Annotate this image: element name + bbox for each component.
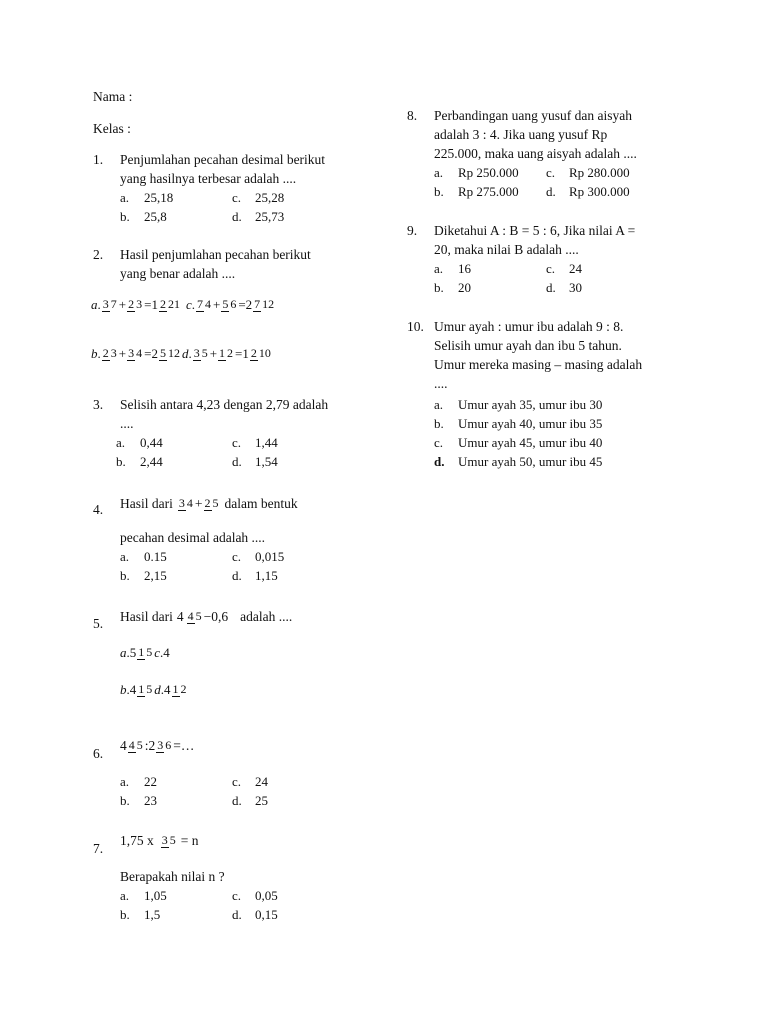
question-text: Diketahui A : B = 5 : 6, Jika nilai A = bbox=[434, 223, 636, 238]
option-label: d. bbox=[232, 907, 242, 922]
question-text: Berapakah nilai n ? bbox=[120, 869, 225, 884]
question-text: Hasil penjumlahan pecahan berikut bbox=[120, 247, 311, 262]
option-value: 25,18 bbox=[144, 190, 174, 205]
question-number: 10. bbox=[407, 319, 424, 334]
question-number: 5. bbox=[93, 616, 104, 631]
question-text: Selisih antara 4,23 dengan 2,79 adalah bbox=[120, 397, 329, 412]
option-label: c. bbox=[232, 549, 242, 564]
question-number: 8. bbox=[407, 108, 418, 123]
fraction: 4 5 bbox=[187, 609, 202, 623]
option-value: 1,5 bbox=[144, 907, 161, 922]
option-label: d. bbox=[232, 454, 242, 469]
question-text: Umur ayah : umur ibu adalah 9 : 8. bbox=[434, 319, 624, 334]
option-value: Umur ayah 50, umur ibu 45 bbox=[458, 454, 603, 469]
option-label: c. bbox=[232, 888, 242, 903]
question-text: adalah 3 : 4. Jika uang yusuf Rp bbox=[434, 127, 608, 142]
option-label: a. bbox=[120, 774, 130, 789]
option-value: 23 bbox=[144, 793, 157, 808]
option-value: 0,15 bbox=[255, 907, 278, 922]
option-label: a. bbox=[434, 165, 444, 180]
fraction: 3 5 bbox=[161, 833, 176, 847]
option-label: b. bbox=[120, 209, 130, 224]
option-label: d. bbox=[546, 280, 556, 295]
option-label: a. bbox=[434, 261, 444, 276]
option-label: c. bbox=[232, 190, 242, 205]
option-value: Umur ayah 45, umur ibu 40 bbox=[458, 435, 603, 450]
option-label: b bbox=[120, 682, 127, 697]
option-label: d. bbox=[546, 184, 556, 199]
option-value: Umur ayah 35, umur ibu 30 bbox=[458, 397, 603, 412]
option-value: 25,8 bbox=[144, 209, 167, 224]
option-value: 24 bbox=[569, 261, 582, 276]
option-label: b. bbox=[116, 454, 126, 469]
option-value: Rp 280.000 bbox=[569, 165, 630, 180]
question-text: Perbandingan uang yusuf dan aisyah bbox=[434, 108, 632, 123]
question-number: 6. bbox=[93, 746, 104, 761]
option-label: d. bbox=[232, 568, 242, 583]
question-text: 225.000, maka uang aisyah adalah .... bbox=[434, 146, 637, 161]
question-text: yang benar adalah .... bbox=[120, 266, 236, 281]
question-text: 20, maka nilai B adalah .... bbox=[434, 242, 579, 257]
option-label: c. bbox=[546, 261, 556, 276]
question-number: 2. bbox=[93, 247, 104, 262]
fraction: 2 10 bbox=[250, 346, 271, 360]
question-text: pecahan desimal adalah .... bbox=[120, 530, 266, 545]
option-row-a-c: a . 3 7 + 2 3 = 1 2 21 c . 7 4 + 5 6 = 2 7 12 bbox=[91, 297, 275, 312]
option-label: d. bbox=[232, 793, 242, 808]
option-value: Rp 250.000 bbox=[458, 165, 519, 180]
option-value: 22 bbox=[144, 774, 157, 789]
option-value: Umur ayah 40, umur ibu 35 bbox=[458, 416, 603, 431]
fraction: 2 5 bbox=[204, 496, 219, 510]
option-value: 25,73 bbox=[255, 209, 285, 224]
question-text: 4 4 5 : 2 3 6 =… bbox=[120, 738, 195, 753]
option-value: 2,15 bbox=[144, 568, 167, 583]
question-text: .... bbox=[434, 376, 448, 391]
fraction: 4 5 bbox=[128, 738, 143, 752]
option-value: Rp 300.000 bbox=[569, 184, 630, 199]
fraction: 3 4 bbox=[128, 346, 143, 360]
option-value: 2,44 bbox=[140, 454, 163, 469]
option-value: 25 bbox=[255, 793, 268, 808]
option-label: d bbox=[181, 346, 189, 361]
option-label: b. bbox=[120, 907, 130, 922]
fraction: 1 5 bbox=[138, 682, 153, 696]
option-label: a. bbox=[120, 190, 130, 205]
option-label: b. bbox=[120, 568, 130, 583]
fraction: 3 5 bbox=[193, 346, 208, 360]
option-label: c. bbox=[546, 165, 556, 180]
nama-label: Nama : bbox=[93, 89, 133, 104]
option-label: b. bbox=[434, 280, 444, 295]
option-value: 0,44 bbox=[140, 435, 163, 450]
question-number: 7. bbox=[93, 841, 104, 856]
question-text: Penjumlahan pecahan desimal berikut bbox=[120, 152, 326, 167]
fraction: 7 12 bbox=[254, 297, 275, 311]
fraction: 7 4 bbox=[196, 297, 211, 311]
option-row-a-c: a . 5 1 5 c . 4 bbox=[120, 645, 170, 660]
fraction: 1 2 bbox=[172, 682, 187, 696]
option-label: c bbox=[154, 645, 161, 660]
question-number: 9. bbox=[407, 223, 418, 238]
fraction: 2 3 bbox=[102, 346, 117, 360]
option-label: d bbox=[154, 682, 161, 697]
fraction: 1 2 bbox=[219, 346, 234, 360]
option-label: c. bbox=[434, 435, 444, 450]
option-label: a. bbox=[120, 549, 130, 564]
fraction: 5 6 bbox=[222, 297, 237, 311]
option-value: 25,28 bbox=[255, 190, 285, 205]
fraction: 3 6 bbox=[157, 738, 172, 752]
question-number: 1. bbox=[93, 152, 104, 167]
fraction: 3 4 bbox=[178, 496, 193, 510]
option-label: b. bbox=[434, 416, 444, 431]
option-value: 0,015 bbox=[255, 549, 285, 564]
fraction: 2 3 bbox=[128, 297, 143, 311]
fraction: 5 12 bbox=[159, 346, 180, 360]
option-row-b-d: b . 2 3 + 3 4 = 2 5 12 d . 3 5 + 1 2 = 1 2 10 bbox=[91, 346, 271, 361]
option-value: 0,05 bbox=[255, 888, 278, 903]
option-label: a bbox=[120, 645, 127, 660]
fraction: 3 7 bbox=[102, 297, 117, 311]
option-value: 1,05 bbox=[144, 888, 167, 903]
option-label: d. bbox=[434, 454, 445, 469]
option-label: b. bbox=[120, 793, 130, 808]
option-label: a. bbox=[120, 888, 130, 903]
option-value: 1,44 bbox=[255, 435, 278, 450]
fraction: 1 5 bbox=[138, 645, 153, 659]
option-label: a. bbox=[116, 435, 126, 450]
option-label: a. bbox=[434, 397, 444, 412]
question-text: Selisih umur ayah dan ibu 5 tahun. bbox=[434, 338, 622, 353]
question-text: Umur mereka masing – masing adalah bbox=[434, 357, 643, 372]
option-label: d. bbox=[232, 209, 242, 224]
option-label: c bbox=[185, 297, 192, 312]
question-number: 3. bbox=[93, 397, 104, 412]
option-label: c. bbox=[232, 774, 242, 789]
question-text: .... bbox=[120, 416, 134, 431]
option-value: 16 bbox=[458, 261, 471, 276]
option-label: b. bbox=[434, 184, 444, 199]
question-text: 1,75 x 3 5 = n bbox=[120, 833, 199, 848]
option-value: 24 bbox=[255, 774, 268, 789]
option-label: b bbox=[91, 346, 98, 361]
option-value: Rp 275.000 bbox=[458, 184, 519, 199]
option-label: a bbox=[91, 297, 98, 312]
option-value: 20 bbox=[458, 280, 471, 295]
fraction: 2 21 bbox=[159, 297, 180, 311]
question-number: 4. bbox=[93, 502, 104, 517]
question-text: Hasil dari 4 4 5 − 0,6 adalah .... bbox=[120, 609, 293, 624]
question-text: Hasil dari 3 4 + 2 5 dalam bentuk bbox=[120, 496, 298, 511]
option-value: 30 bbox=[569, 280, 582, 295]
kelas-label: Kelas : bbox=[93, 121, 131, 136]
option-value: 1,15 bbox=[255, 568, 278, 583]
question-text: yang hasilnya terbesar adalah .... bbox=[120, 171, 297, 186]
option-value: 1,54 bbox=[255, 454, 278, 469]
option-row-b-d: b . 4 1 5 d . 4 1 2 bbox=[120, 682, 187, 697]
option-value: 0.15 bbox=[144, 549, 167, 564]
option-label: c. bbox=[232, 435, 242, 450]
